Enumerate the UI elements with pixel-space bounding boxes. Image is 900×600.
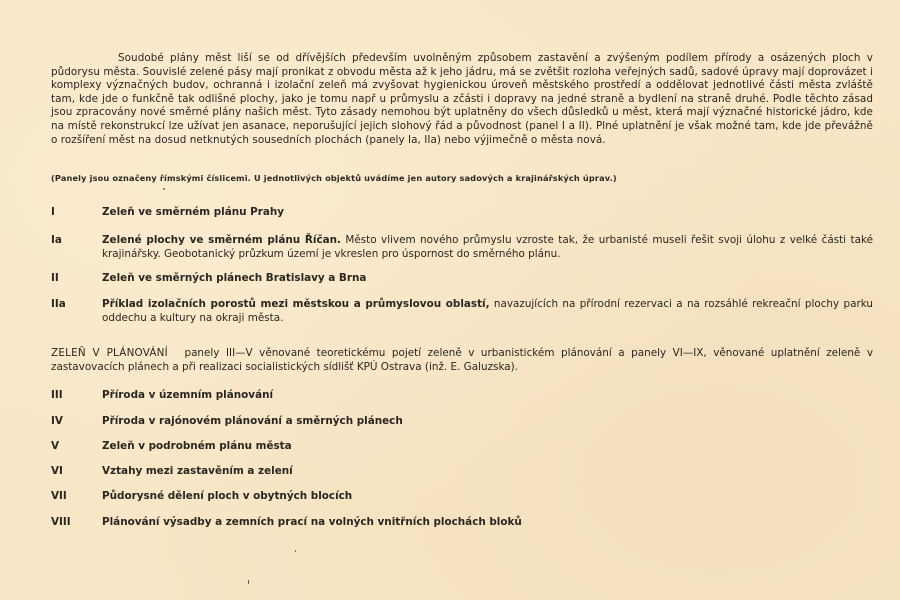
section-text: panely III—V věnované teoretickému pojetí zeleně v urbanistickém plánování a panely VI—IX, věnované uplatnění zeleně v zastavovacích plánech a při realizaci socialistických sídlišť KPÚ Ostrava (inž. E. Galuzska). xyxy=(51,347,874,373)
panel-title: Vztahy mezi zastavěním a zelení xyxy=(102,465,293,477)
panel-description xyxy=(102,234,873,261)
panel-title: Zeleň v podrobném plánu města xyxy=(102,440,292,452)
panel-description xyxy=(102,298,873,325)
panel-title: Příroda v rajónovém plánování a směrných plánech xyxy=(102,415,403,427)
section-heading: ZELEŇ V PLÁNOVÁNÍ xyxy=(51,347,168,359)
panel-number: VI xyxy=(51,465,63,477)
panel-number: VII xyxy=(51,490,67,502)
panel-text: Město vlivem nového průmyslu vzroste tak, že urbanisté museli řešit svoji úlohu z velké části také krajinářsky. Geobotanický průzkum území je vkreslen pro úspornost do směrného plánu. xyxy=(102,234,873,260)
panel-number: I xyxy=(51,206,55,218)
panel-number: Ia xyxy=(51,234,62,246)
paper-speck xyxy=(163,188,165,190)
panel-number: VIII xyxy=(51,516,71,528)
panel-note: (Panely jsou označeny římskými číslicemi. U jednotlivých objektů uvádíme jen autory sadových a krajinářských úprav.) xyxy=(51,173,617,183)
panel-number: III xyxy=(51,389,63,401)
section-heading-block xyxy=(51,347,873,374)
panel-title: Příroda v územním plánování xyxy=(102,389,274,401)
panel-title: Zeleň ve směrném plánu Prahy xyxy=(102,206,285,218)
panel-title: Příklad izolačních porostů mezi městskou a průmyslovou oblastí, xyxy=(102,298,490,310)
panel-title: Plánování výsadby a zemních prací na volných vnitřních plochách bloků xyxy=(102,516,522,528)
panel-number: V xyxy=(51,440,60,452)
panel-title: Zelené plochy ve směrném plánu Říčan. xyxy=(102,234,341,246)
panel-text: navazujících na přírodní rezervaci a na rozsáhlé rekreační plochy parku oddechu a kultury na okraji města. xyxy=(102,298,873,324)
panel-title: Půdorysné dělení ploch v obytných blocích xyxy=(102,490,353,502)
paper-speck xyxy=(295,550,296,552)
panel-description xyxy=(102,206,873,220)
intro-text: Soudobé plány měst liší se od dřívějších především uvolněným způsobem zastavění a zvýšeným podílem přírody a osázených ploch v půdorysu města. Souvislé zelené pásy mají pronikat z obvodu města až k jeho jádru, má se zvětšit rozloha veřejných sadů, sadové úpravy mají doprovázet i komplexy význačných budov, ochranná i izolační zeleň má zvyšovat hygienickou úroveň městského prostředí a oddělovat jednotlivé části města zvláště tam, kde jde o funkčně tak odlišné plochy, jako je tomu např u průmyslu a zčásti i dopravy na jedné straně a bydlení na straně druhé. Podle těchto zásad jsou zpracovány nové směrné plány našich měst. Tyto zásady nemohou být uplatněny do všech důsledků u měst, která mají význačné historické jádro, kde na místě rekonstrukcí lze užívat jen asanace, neporušující jejich slohový řád a původnost (panel I a II). Plné uplatnění je však možné tam, kde jde převážně o rozšíření měst na dosud netknutých sousedních plochách (panely Ia, IIa) nebo výjimečně o města nová. xyxy=(51,52,873,146)
paper-speck xyxy=(248,580,249,584)
panel-title: Zeleň ve směrných plánech Bratislavy a Brna xyxy=(102,272,367,284)
panel-description xyxy=(102,272,873,286)
panel-number: II xyxy=(51,272,59,284)
panel-number: IV xyxy=(51,415,63,427)
intro-paragraph xyxy=(51,52,873,147)
panel-number: IIa xyxy=(51,298,66,310)
